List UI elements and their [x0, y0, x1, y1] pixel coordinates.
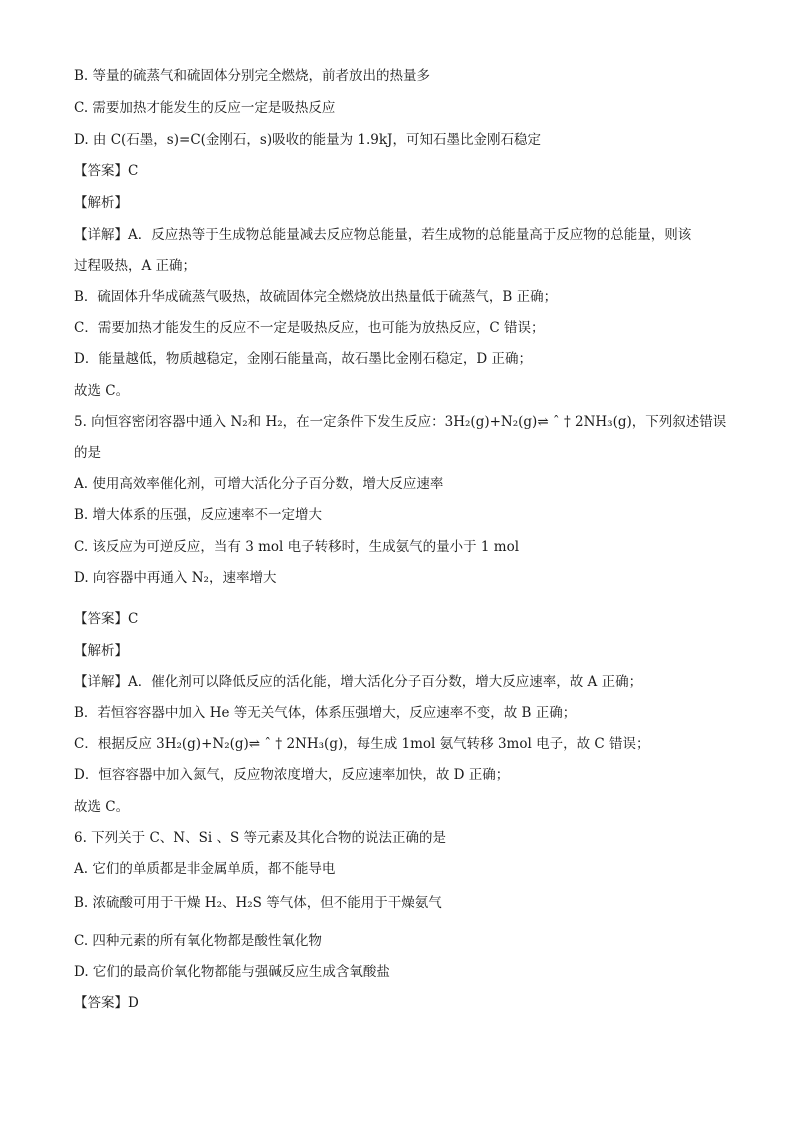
option-d-q5: D. 向容器中再通入 N₂，速率增大 — [74, 570, 277, 586]
conclusion-q5: 故选 C。 — [74, 799, 130, 815]
detail-q4-c: C．需要加热才能发生的反应不一定是吸热反应，也可能为放热反应，C 错误； — [74, 320, 545, 336]
question-6: 6. 下列关于 C、N、Si 、S 等元素及其化合物的说法正确的是 — [74, 830, 447, 846]
conclusion-q4: 故选 C。 — [74, 383, 130, 399]
detail-q5-c: C．根据反应 3H₂(g)+N₂(g)⇌ ˆ † 2NH₃(g)，每生成 1mol 氨气转移 3mol 电子，故 C 错误； — [74, 736, 650, 752]
answer-q4: 【答案】C — [74, 163, 139, 179]
detail-q4-line2: 过程吸热，A 正确； — [74, 258, 197, 274]
option-b-q5: B. 增大体系的压强，反应速率不一定增大 — [74, 507, 323, 523]
detail-q4-d: D．能量越低，物质越稳定，金刚石能量高，故石墨比金刚石稳定，D 正确； — [74, 351, 532, 367]
question-5-line2: 的是 — [74, 445, 101, 461]
option-a-q6: A. 它们的单质都是非金属单质，都不能导电 — [74, 861, 336, 877]
option-d-q6: D. 它们的最高价氧化物都能与强碱反应生成含氧酸盐 — [74, 964, 390, 980]
answer-q5: 【答案】C — [74, 611, 139, 627]
option-c-q6: C. 四种元素的所有氧化物都是酸性氧化物 — [74, 933, 322, 949]
option-a-q5: A. 使用高效率催化剂，可增大活化分子百分数，增大反应速率 — [74, 476, 444, 492]
detail-q5-b: B．若恒容容器中加入 He 等无关气体，体系压强增大，反应速率不变，故 B 正确； — [74, 705, 577, 721]
detail-q5-d: D．恒容容器中加入氮气，反应物浓度增大，反应速率加快，故 D 正确； — [74, 767, 510, 783]
answer-q6: 【答案】D — [74, 995, 139, 1011]
detail-q5-a: 【详解】A．催化剂可以降低反应的活化能，增大活化分子百分数，增大反应速率，故 A 正确； — [74, 674, 643, 690]
analysis-label-q4: 【解析】 — [74, 195, 128, 211]
option-d-q4: D. 由 C(石墨，s)=C(金刚石，s)吸收的能量为 1.9kJ，可知石墨比金刚石稳定 — [74, 132, 541, 148]
option-c-q4: C. 需要加热才能发生的反应一定是吸热反应 — [74, 100, 336, 116]
detail-q4-line1: 【详解】A．反应热等于生成物总能量减去反应物总能量，若生成物的总能量高于反应物的总能量，则该 — [74, 227, 692, 243]
analysis-label-q5: 【解析】 — [74, 643, 128, 659]
option-b-q4: B. 等量的硫蒸气和硫固体分别完全燃烧，前者放出的热量多 — [74, 68, 431, 84]
option-c-q5: C. 该反应为可逆反应，当有 3 mol 电子转移时，生成氨气的量小于 1 mol — [74, 539, 520, 555]
detail-q4-b: B．硫固体升华成硫蒸气吸热，故硫固体完全燃烧放出热量低于硫蒸气，B 正确； — [74, 289, 558, 305]
question-5-line1: 5. 向恒容密闭容器中通入 N₂和 H₂，在一定条件下发生反应：3H₂(g)+N₂(g)⇌ ˆ † 2NH₃(g)，下列叙述错误 — [74, 414, 727, 430]
option-b-q6: B. 浓硫酸可用于干燥 H₂、H₂S 等气体，但不能用于干燥氨气 — [74, 895, 442, 911]
